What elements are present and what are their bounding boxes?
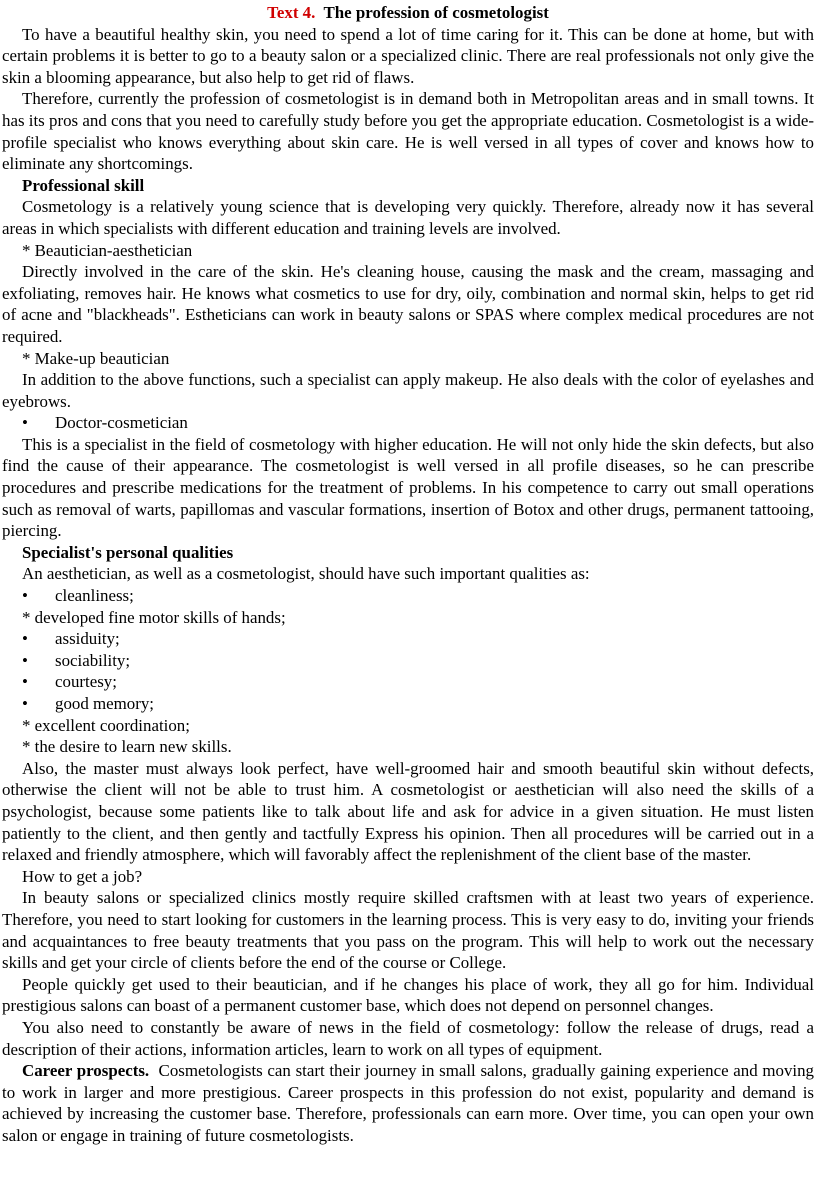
- paragraph: To have a beautiful healthy skin, you need to spend a lot of time caring for it. This can be done at home, but with certain problems it is better to go to a beauty salon or a specialized clinic. There are real professionals not only give the skin a blooming appearance, but also help to get rid of flaws.: [2, 24, 814, 87]
- bullet-icon: •: [22, 629, 28, 649]
- bullet-icon: •: [22, 413, 28, 433]
- bullet-icon: •: [22, 694, 28, 713]
- list-item: * Beautician-aesthetician: [22, 240, 193, 260]
- document-title: [2, 2, 814, 24]
- list-item: • good memory;: [22, 694, 154, 713]
- paragraph-career-prospects: Career prospects. Cosmetologists can start their journey in small salons, gradually gaining experience and moving to work in larger and more prestigious. Career prospects in this profession do not exist, popularity and demand is achieved by increasing the customer base. Therefore, professionals can earn more. Over time, you can open your own salon or engage in training of future cosmetologists.: [2, 1061, 814, 1145]
- paragraph: An aesthetician, as well as a cosmetologist, should have such important qualities as:: [22, 564, 590, 584]
- list-item: * Make-up beautician: [22, 348, 170, 368]
- title-label: Text 4.: [267, 3, 316, 22]
- section-heading-personal-qualities: Specialist's personal qualities: [22, 542, 234, 562]
- section-heading-career-prospects: Career prospects.: [22, 1061, 150, 1081]
- list-item: * excellent coordination;: [22, 715, 190, 735]
- title-text: The profession of cosmetologist: [323, 3, 549, 22]
- bullet-icon: •: [22, 650, 28, 670]
- paragraph: Also, the master must always look perfect, have well-groomed hair and smooth beautiful skin without defects, otherwise the client will not be able to trust him. A cosmetologist or aesthetician will also need the skills of a psychologist, because some patients like to talk about life and ask for advice in a given situation. He must listen patiently to the client, and then gently and tactfully Express his opinion. Then all procedures will be carried out in a relaxed and friendly atmosphere, which will favorably affect the replenishment of the client base of the master.: [2, 758, 814, 865]
- paragraph: Directly involved in the care of the skin. He's cleaning house, causing the mask and the cream, massaging and exfoliating, removes hair. He knows what cosmetics to use for dry, oily, combination and normal skin, helps to get rid of acne and "blackheads". Estheticians can work in beauty salons or SPAS where complex medical procedures are not required.: [2, 262, 814, 346]
- paragraph: In beauty salons or specialized clinics mostly require skilled craftsmen with at least two years of experience. Therefore, you need to start looking for customers in the learning process. This is very easy to do, inviting your friends and acquaintances to free beauty treatments that you pass on the program. This will help to work out the necessary skills and get your circle of clients before the end of the course or College.: [2, 888, 814, 973]
- document-page: [0, 2, 816, 1146]
- list-item: * the desire to learn new skills.: [22, 737, 232, 757]
- paragraph: This is a specialist in the field of cosmetology with higher education. He will not only hide the skin defects, but also find the cause of their appearance. The cosmetologist is well versed in all profile diseases, so he can prescribe procedures and prescribe medications for the treatment of problems. In his competence to carry out small operations such as removal of warts, papillomas and vascular formations, insertion of Botox and other drugs, permanent tattooing, piercing.: [2, 434, 814, 541]
- paragraph: Cosmetology is a relatively young science that is developing very quickly. Therefore, already now it has several areas in which specialists with different education and training levels are involved.: [2, 197, 814, 238]
- list-item: * developed fine motor skills of hands;: [22, 607, 286, 627]
- list-item: • courtesy;: [22, 672, 117, 692]
- list-item: • sociability;: [22, 650, 131, 670]
- paragraph: How to get a job?: [22, 866, 143, 886]
- bullet-icon: •: [22, 672, 28, 692]
- list-item: • cleanliness;: [22, 586, 134, 606]
- paragraph: You also need to constantly be aware of news in the field of cosmetology: follow the release of drugs, read a description of their actions, information articles, learn to work on all types of equipment.: [2, 1017, 814, 1059]
- section-heading-professional-skill: Professional skill: [22, 175, 145, 195]
- paragraph: In addition to the above functions, such a specialist can apply makeup. He also deals with the color of eyelashes and eyebrows.: [2, 370, 814, 411]
- bullet-icon: •: [22, 586, 28, 606]
- list-item: • Doctor-cosmetician: [22, 413, 188, 433]
- paragraph: People quickly get used to their beautician, and if he changes his place of work, they all go for him. Individual prestigious salons can boast of a permanent customer base, which does not depend on personnel changes.: [2, 974, 814, 1016]
- paragraph: Therefore, currently the profession of cosmetologist is in demand both in Metropolitan areas and in small towns. It has its pros and cons that you need to carefully study before you get the appropriate education. Cosmetologist is a wide-profile specialist who knows everything about skin care. He is well versed in all types of cover and knows how to eliminate any shortcomings.: [2, 89, 814, 174]
- list-item: • assiduity;: [22, 629, 120, 649]
